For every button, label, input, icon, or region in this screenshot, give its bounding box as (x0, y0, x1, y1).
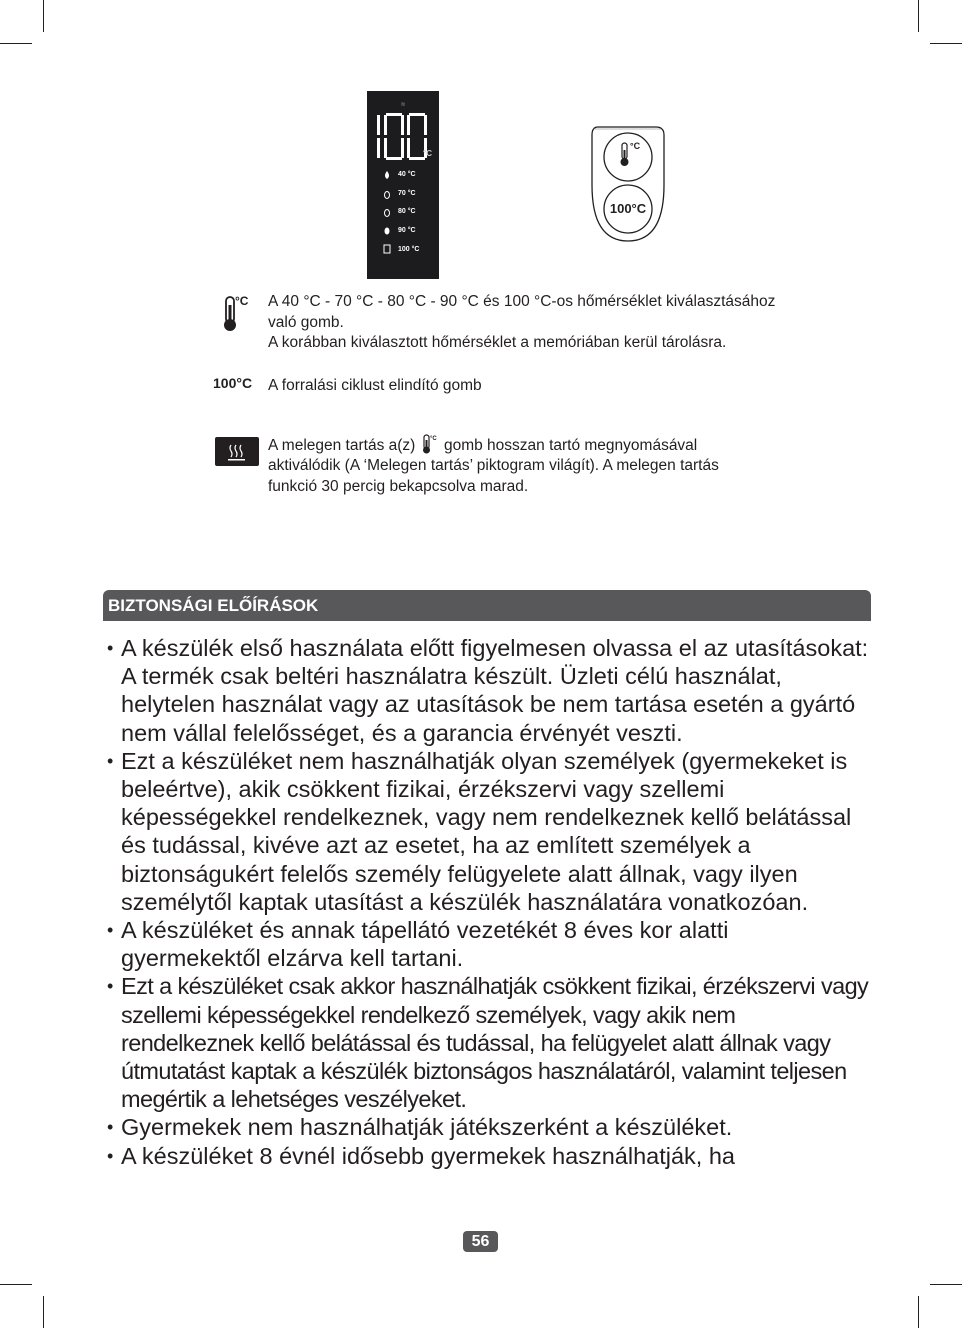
leaf-icon (385, 210, 390, 217)
list-item: • Ezt a készüléket csak akkor használhatják csökkent fizikai, érzékszervi vagy szellemi képességekkel rendelkező személyek, vagy akik nem rendelkeznek kellő belátással és tudással, ha felügyelet alatt állnak vagy útmutatást kaptak a készülék biztonságos használatáról, valamint teljesen megértik a lehetséges veszélyeket. (103, 972, 873, 1113)
temp-legend-unit: °C (235, 294, 249, 308)
display-temp-80: 80 °C (398, 208, 416, 215)
display-temp-40: 40 °C (398, 171, 416, 178)
temp-legend-icon (220, 295, 260, 338)
keep-warm-indicator-icon: ≋ (400, 101, 406, 108)
crop-mark (0, 1284, 32, 1285)
temp-legend-line2: való gomb. (268, 314, 344, 331)
display-temp-100: 100 °C (398, 246, 420, 253)
crop-mark (43, 0, 44, 32)
safety-rules-list (103, 634, 873, 1170)
leaf-icon (385, 228, 390, 235)
temp-button-symbol: °C (630, 141, 641, 151)
temp-button (604, 133, 652, 181)
display-temp-70: 70 °C (398, 190, 416, 197)
crop-mark (43, 1296, 44, 1328)
list-item: • A készüléket és annak tápellátó vezetékét 8 éves kor alatti gyermekektől elzárva kell tartani. (103, 916, 873, 972)
keep-warm-legend-line2: aktiválódik (A ‘Melegen tartás’ piktogram világít). A melegen tartás (268, 457, 719, 474)
crop-mark (918, 0, 919, 32)
page-number: 56 (463, 1231, 498, 1252)
keep-warm-legend-line3: funkció 30 percig bekapcsolva marad. (268, 478, 529, 495)
control-panel-graphic (590, 125, 666, 243)
crop-mark (0, 43, 32, 44)
keep-warm-text-b: gomb hosszan tartó megnyomásával (443, 437, 698, 454)
crop-mark (918, 1296, 919, 1328)
temp-legend-line3: A korábban kiválasztott hőmérséklet a memóriában kerül tárolásra. (268, 334, 727, 351)
section-title: BIZTONSÁGI ELŐÍRÁSOK (103, 590, 871, 621)
boil-legend-label: 100°C (213, 375, 253, 391)
keep-warm-legend-icon (215, 437, 259, 466)
leaf-icon (385, 192, 390, 199)
list-item: • A készülék első használata előtt figyelmesen olvassa el az utasításokat: A termék csak beltéri használatra készült. Üzleti célú használat, helytelen használat vagy az utasítások be nem tartása esetén a gyártó nem vállal felelősséget, és a garancia érvényét veszti. (103, 634, 873, 747)
boil-legend-text: A forralási ciklust elindító gomb (268, 377, 482, 394)
list-item: • A készüléket 8 évnél idősebb gyermekek használhatják, ha (103, 1142, 873, 1170)
display-temp-90: 90 °C (398, 227, 416, 234)
svg-text:°C: °C (429, 436, 437, 442)
control-panel (590, 125, 666, 243)
crop-mark (930, 43, 962, 44)
drop-icon (385, 171, 389, 179)
boil-button-label: 100°C (609, 201, 647, 216)
crop-mark (930, 1284, 962, 1285)
jar-icon (384, 245, 390, 253)
display-unit: °C (423, 149, 432, 158)
keep-warm-text-a: A melegen tartás a(z) (268, 437, 416, 454)
list-item: • Ezt a készüléket nem használhatják olyan személyek (gyermekeket is beleértve), akik csökkent fizikai, érzékszervi vagy szellemi képességekkel rendelkeznek, vagy nem rendelkeznek kellő belátással és tudással, kivéve azt az esetet, ha az említett személyek a biztonságukért felelős személy felügyelete alatt állnak, vagy ilyen személytől kaptak utasítást a készülék használatára vonatkozóan. (103, 747, 873, 916)
temp-legend-line1: A 40 °C - 70 °C - 80 °C - 90 °C és 100 °C-os hőmérséklet kiválasztásához (268, 293, 776, 310)
list-item: • Gyermekek nem használhatják játékszerként a készüléket. (103, 1113, 873, 1141)
heat-waves-icon (215, 437, 259, 466)
